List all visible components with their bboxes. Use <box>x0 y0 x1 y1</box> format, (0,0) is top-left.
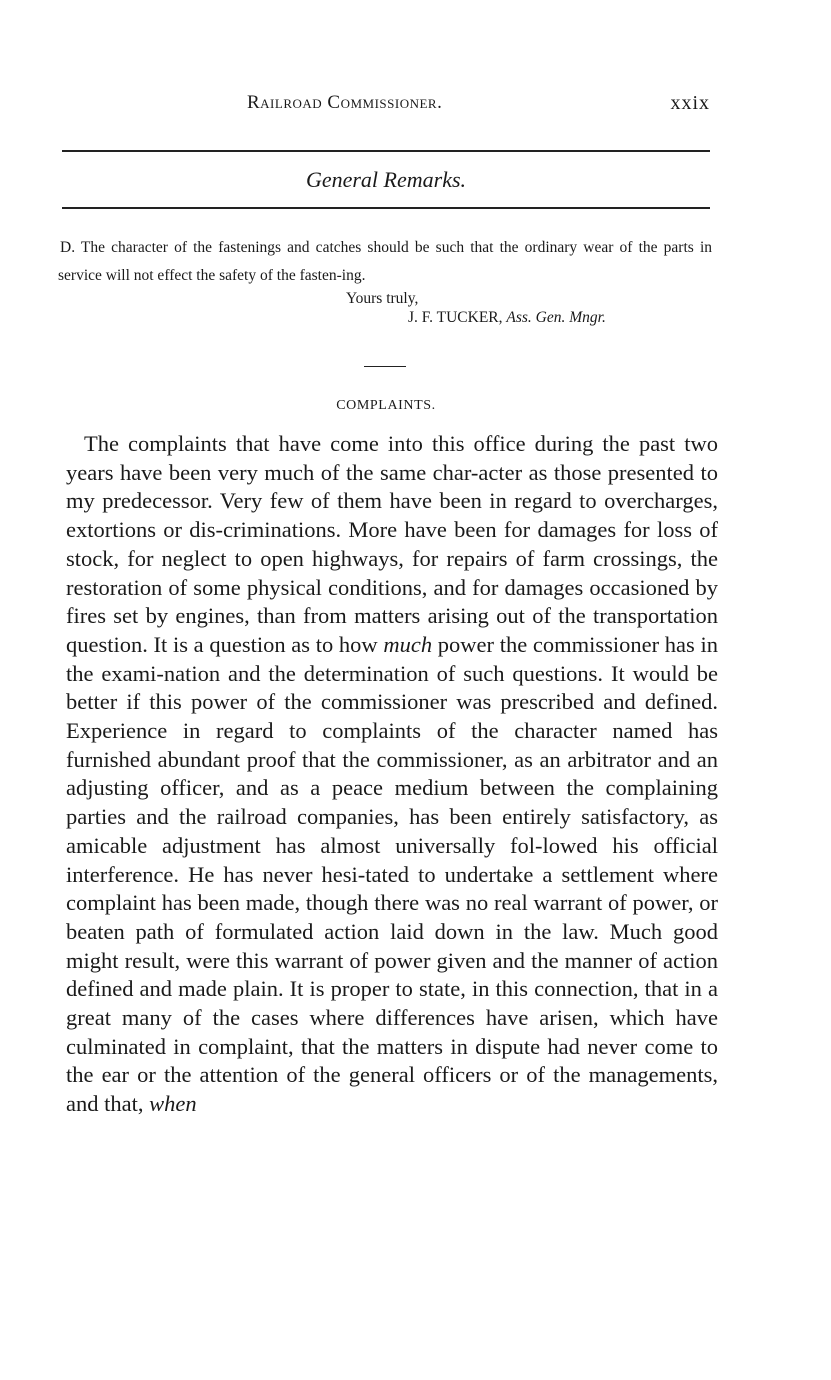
letter-block <box>58 234 712 290</box>
letter-paragraph: D. The character of the fastenings and catches should be such that the ordinary wear of the parts in service will not effect the safety of the fasten-ing. <box>58 239 712 284</box>
complaints-heading: COMPLAINTS. <box>336 398 436 413</box>
section-rule-bottom <box>62 207 710 209</box>
running-header <box>62 92 710 122</box>
signature <box>408 309 606 327</box>
complaints-paragraph <box>66 430 718 1119</box>
emphasis-when: when <box>149 1091 197 1117</box>
letter-closing: Yours truly, <box>346 290 419 307</box>
complaints-text-part1: The complaints that have come into this office during the past two years have been very much of the same char-acter as those presented to my predecessor. Very few of them have been in regard to overcharges, extortions or dis-criminations. More have been for damages for loss of stock, for neglect to open highways, for repairs of farm crossings, the restoration of some physical conditions, and for damages occasioned by fires set by engines, than from matters arising out of the transportation question. It is a question as to how <box>66 431 718 657</box>
section-title: General Remarks. <box>305 167 467 192</box>
running-title: Railroad Commissioner. <box>247 92 443 113</box>
complaints-body <box>66 430 718 1119</box>
signature-title: Ass. Gen. Mngr. <box>506 309 606 326</box>
signature-name: J. F. TUCKER, <box>408 309 503 326</box>
complaints-text-part2: power the commissioner has in the exami-nation and the determination of such questions. It would be better if this power of the commissioner was prescribed and defined. Experience in regard to complaints of the character named has furnished abundant proof that the commissioner, as an arbitrator and an adjusting officer, and as a peace medium between the complaining parties and the railroad companies, has been entirely satisfactory, as amicable adjustment has almost universally fol-lowed his official interference. He has never hesi-tated to undertake a settlement where complaint has been made, though there was no real warrant of power, or beaten path of formulated action laid down in the law. Much good might result, were this warrant of power given and the manner of action defined and made plain. It is proper to state, in this connection, that in a great many of the cases where differences have arisen, which have culminated in complaint, that the matters in dispute had never come to the ear or the attention of the general officers or of the managements, and that, <box>66 631 718 1117</box>
divider-rule <box>364 366 406 367</box>
page-number: xxix <box>670 92 710 114</box>
emphasis-much: much <box>383 631 433 657</box>
section-rule-top <box>62 150 710 152</box>
